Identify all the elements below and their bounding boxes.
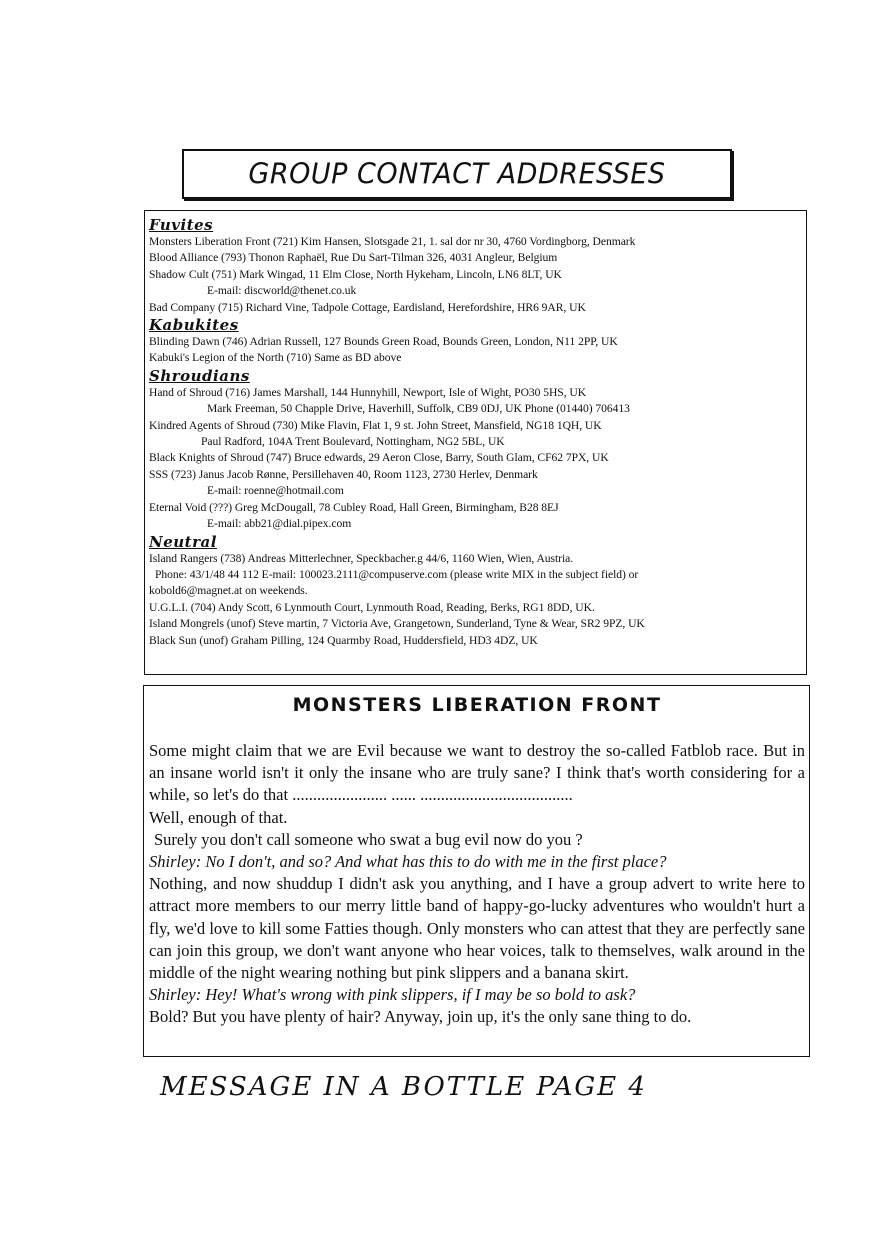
contact-entry: Black Knights of Shroud (747) Bruce edwards, 29 Aeron Close, Barry, South Glam, CF62 7PX, UK	[149, 451, 609, 465]
article-heading: MONSTERS LIBERATION FRONT	[292, 694, 662, 716]
article-box	[143, 685, 810, 1057]
article-body	[149, 740, 805, 1029]
article-paragraph: Bold? But you have plenty of hair? Anyway, join up, it's the only sane thing to do.	[149, 1007, 692, 1027]
contact-entry: U.G.L.I. (704) Andy Scott, 6 Lynmouth Court, Lynmouth Road, Reading, Berks, RG1 8DD, UK.	[149, 600, 595, 614]
contact-entry: Mark Freeman, 50 Chapple Drive, Haverhill, Suffolk, CB9 0DJ, UK Phone (01440) 706413	[207, 402, 630, 416]
title-box	[182, 149, 732, 199]
article-quote: Shirley: No I don't, and so? And what has this to do with me in the first place?	[149, 852, 667, 872]
contact-entry: kobold6@magnet.at on weekends.	[149, 584, 308, 598]
section-heading-neutral: Neutral	[149, 532, 217, 551]
contact-entry: Blinding Dawn (746) Adrian Russell, 127 Bounds Green Road, Bounds Green, London, N11 2PP, UK	[149, 335, 618, 349]
contact-entry: Monsters Liberation Front (721) Kim Hansen, Slotsgade 21, 1. sal dor nr 30, 4760 Vordingborg, Denmark	[149, 235, 636, 248]
contact-entry: Shadow Cult (751) Mark Wingad, 11 Elm Close, North Hykeham, Lincoln, LN6 8LT, UK	[149, 267, 562, 281]
contact-entry: Kabuki's Legion of the North (710) Same as BD above	[149, 351, 402, 365]
contact-entry: SSS (723) Janus Jacob Rønne, Persillehaven 40, Room 1123, 2730 Herlev, Denmark	[149, 467, 538, 481]
contact-entry: Kindred Agents of Shroud (730) Mike Flavin, Flat 1, 9 st. John Street, Mansfield, NG18 1QH, UK	[149, 418, 602, 432]
page-footer: MESSAGE IN A BOTTLE PAGE 4	[160, 1072, 647, 1102]
contact-entry: Island Rangers (738) Andreas Mitterlechner, Speckbacher.g 44/6, 1160 Wien, Wien, Austria.	[149, 551, 574, 565]
contact-email: E-mail: abb21@dial.pipex.com	[207, 517, 352, 531]
article-quote: Shirley: Hey! What's wrong with pink slippers, if I may be so bold to ask?	[149, 985, 636, 1005]
contact-entry: Paul Radford, 104A Trent Boulevard, Nottingham, NG2 5BL, UK	[201, 435, 505, 449]
article-paragraph: Surely you don't call someone who swat a bug evil now do you ?	[154, 829, 583, 849]
contact-entry: Eternal Void (???) Greg McDougall, 78 Cubley Road, Hall Green, Birmingham, B28 8EJ	[149, 500, 559, 514]
contacts-box	[144, 210, 807, 675]
contact-entry: Hand of Shroud (716) James Marshall, 144 Hunnyhill, Newport, Isle of Wight, PO30 5HS, UK	[149, 385, 587, 399]
article-paragraph: Some might claim that we are Evil because we want to destroy the so-called Fatblob race. But in an insane world isn't it only the insane who are truly sane? I think that's worth considering for a while, so let's do that ....................... ...... .....................................	[149, 741, 805, 805]
section-heading-shroudians: Shroudians	[149, 366, 250, 385]
contact-email: E-mail: discworld@thenet.co.uk	[207, 284, 357, 298]
contact-entry: Black Sun (unof) Graham Pilling, 124 Quarmby Road, Huddersfield, HD3 4DZ, UK	[149, 633, 538, 647]
contact-email: E-mail: roenne@hotmail.com	[207, 484, 344, 498]
contact-entry: Bad Company (715) Richard Vine, Tadpole Cottage, Eardisland, Herefordshire, HR6 9AR, UK	[149, 300, 586, 314]
contact-entry: Blood Alliance (793) Thonon Raphaël, Rue Du Sart-Tilman 326, 4031 Angleur, Belgium	[149, 251, 558, 265]
contact-entry: Island Mongrels (unof) Steve martin, 7 Victoria Ave, Grangetown, Sunderland, Tyne & Wear, SR2 9PZ, UK	[149, 617, 645, 631]
article-paragraph: Nothing, and now shuddup I didn't ask you anything, and I have a group advert to write here to attract more members to our merry little band of happy-go-lucky adventures who wouldn't hurt a fly, we'd love to kill some Fatties though. Only monsters who can attest that they are perfectly sane can join this group, we don't want anyone who hear voices, talk to themselves, walk around in the middle of the night wearing nothing but pink slippers and a banana skirt.	[149, 874, 805, 983]
article-paragraph: Well, enough of that.	[149, 807, 288, 827]
contact-entry: Phone: 43/1/48 44 112 E-mail: 100023.2111@compuserve.com (please write MIX in the subject field) or	[155, 567, 639, 581]
section-heading-kabukites: Kabukites	[149, 316, 239, 335]
section-heading-fuvites: Fuvites	[149, 216, 214, 234]
page-title: GROUP CONTACT ADDRESSES	[248, 158, 666, 191]
